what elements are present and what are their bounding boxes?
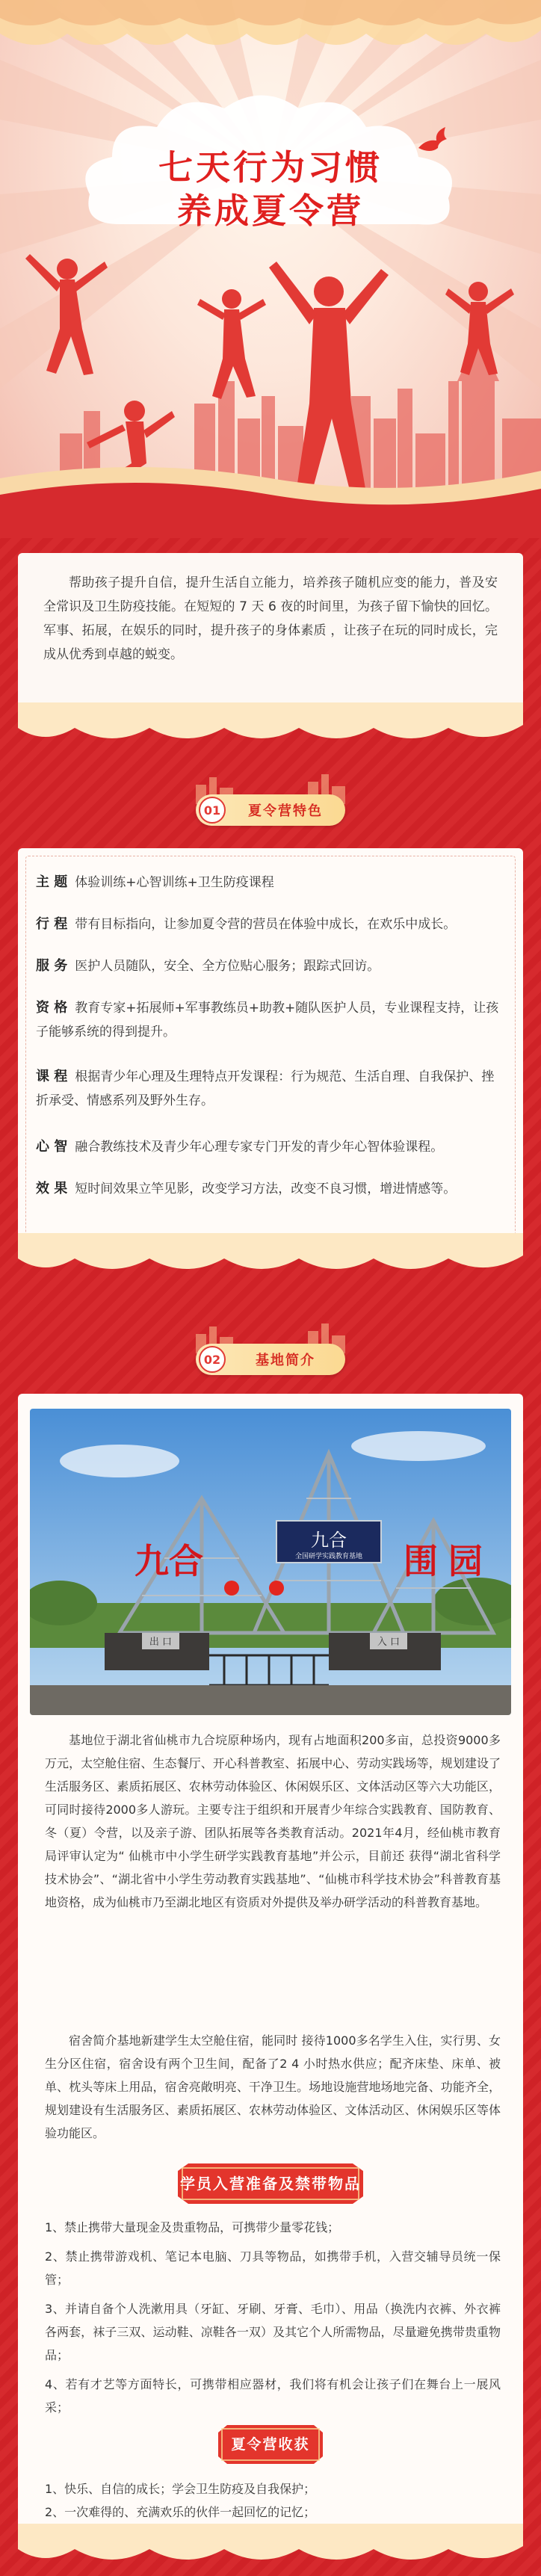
list-item: 1、禁止携带大量现金及贵重物品，可携带少量零花钱； [45,2220,340,2234]
feature-row [36,954,505,978]
section-number: 01 [199,797,226,824]
feature-text: 融合教练技术及青少年心理专家专门开发的青少年心智体验课程。 [75,1140,444,1155]
dove-icon [415,126,450,155]
prep-banner-title: 学员入营准备及禁带物品 [180,2175,361,2193]
features-card [18,848,523,1255]
intro-text: 帮助孩子提升自信，提升生活自立能力，培养孩子随机应变的能力，普及安全常识及卫生防疫技能。在短短的 7 天 6 夜的时间里，为孩子留下愉快的回忆。军事、拓展，在娱乐的同时，提升孩子的身体素质 ，让孩子在玩的同时成长，完成从优秀到卓越的蜕变。 [43,575,498,662]
base-description: 基地位于湖北省仙桃市九合垸原种场内，现有占地面积200多亩，总投资9000多万元，太空舱住宿、生态餐厅、开心科普教室、拓展中心、劳动实践场等，规划建设了生活服务区、素质拓展区、农林劳动体验区、休闲娱乐区、文体活动区等六大功能区，可同时接待2000多人游玩。主要专注于组织和开展青少年综合实践教育、国防教育、冬（夏）令营，以及亲子游、团队拓展等各类教育活动。2021年4月，经仙桃市教育局评审认定为“ 仙桃市中小学生研学实践教育基地”并公示，目前还 获得“湖北省科学技术协会”、“湖北省中小学生劳动教育实践基地”、“仙桃市科学技术协会”科普教育基地资格，成为仙桃市乃至湖北地区有资质对外提供及举办研学活动的科普教育基地。 [45,1733,501,1909]
section-number: 02 [199,1346,226,1373]
section-title: 夏令营特色 [248,803,323,819]
photo-entry-label: 入 口 [377,1637,401,1648]
feature-row [36,996,505,1044]
section-title: 基地简介 [256,1353,315,1368]
photo-sign-mid: 围 [404,1541,438,1581]
hero-title-line1: 七天行为习惯 [158,147,383,188]
hero-bottom-wave [0,448,541,538]
photo-sign-brand: 九合 [311,1530,347,1551]
photo-sign-right: 园 [448,1541,483,1581]
page-bottom-wave [0,2524,541,2576]
top-scallop-decoration [0,0,541,67]
feature-text: 医护人员随队，安全、全方位贴心服务；跟踪式回访。 [75,959,380,974]
photo-sign-left: 九合 [135,1541,203,1581]
feature-key: 心 智 [36,1139,68,1155]
list-item: 3、并请自备个人洗漱用具（牙缸、牙刷、牙膏、毛巾）、用品（换洗内衣裤、外衣裤各两套，袜子三双、运动鞋、凉鞋各一双）及其它个人所需物品，尽量避免携带贵重物品； [45,2302,501,2362]
feature-key: 效 果 [36,1181,68,1196]
feature-row [36,871,505,895]
feature-text: 教育专家+拓展师+军事教练员+助教+随队医护人员，专业课程支持，让孩子能够系统的得到提升。 [36,1001,499,1040]
feature-key: 资 格 [36,1000,68,1016]
feature-row [36,912,505,936]
intro-card [18,553,523,725]
gains-banner-title: 夏令营收获 [231,2436,310,2453]
photo-sub-sign: 全国研学实践教育基地 [294,1553,363,1560]
feature-key: 服 务 [36,958,68,974]
feature-key: 课 程 [36,1069,68,1084]
gains-banner [218,2425,323,2464]
list-item: 1、快乐、自信的成长；学会卫生防疫及自我保护； [45,2482,316,2496]
feature-text: 体验训练+心智训练+卫生防疫课程 [75,875,274,890]
prep-rules-list [45,2216,501,2425]
feature-row [36,1135,505,1159]
section-header-base [196,1344,345,1375]
hero-title-line2: 养成夏令营 [177,191,364,231]
feature-text: 根据青少年心理及生理特点开发课程：行为规范、生活自理、自我保护、挫折承受、情感系列及野外生存。 [36,1069,495,1108]
feature-row [36,1065,505,1113]
feature-key: 主 题 [36,874,68,890]
feature-text: 短时间效果立竿见影，改变学习方法，改变不良习惯，增进情感等。 [75,1182,457,1196]
intro-bottom-wave [0,702,541,755]
base-entrance-photo [30,1409,511,1715]
dormitory-description: 宿舍简介基地新建学生太空舱住宿，能同时 接待1000多名学生入住，实行男、女生分区住宿，宿舍设有两个卫生间，配备了2 4 小时热水供应；配齐床垫、床单、被单、枕头等床上用品，宿舍亮敞明亮、干净卫生。场地设施营地场地完备、功能齐全，规划建设有生活服务区、素质拓展区、农林劳动体验区、文体活动区、休闲娱乐区等体验功能区。 [45,2033,501,2140]
list-item: 2、禁止携带游戏机、笔记本电脑、刀具等物品，如携带手机，入营交辅导员统一保管； [45,2249,501,2287]
section-header-features [196,794,345,826]
prep-banner [178,2163,363,2204]
features-bottom-wave [0,1233,541,1285]
feature-text: 带有目标指向，让参加夏令营的营员在体验中成长，在欢乐中成长。 [75,917,457,932]
feature-key: 行 程 [36,916,68,932]
feature-row [36,1177,505,1201]
photo-exit-label: 出 口 [149,1637,173,1648]
list-item: 2、一次难得的、充满欢乐的伙伴一起回忆的记忆； [45,2505,316,2519]
hero-banner [0,0,541,538]
base-intro-card [18,1394,523,2545]
list-item: 4、若有才艺等方面特长，可携带相应器材，我们将有机会让孩子们在舞台上一展风采； [45,2377,501,2415]
